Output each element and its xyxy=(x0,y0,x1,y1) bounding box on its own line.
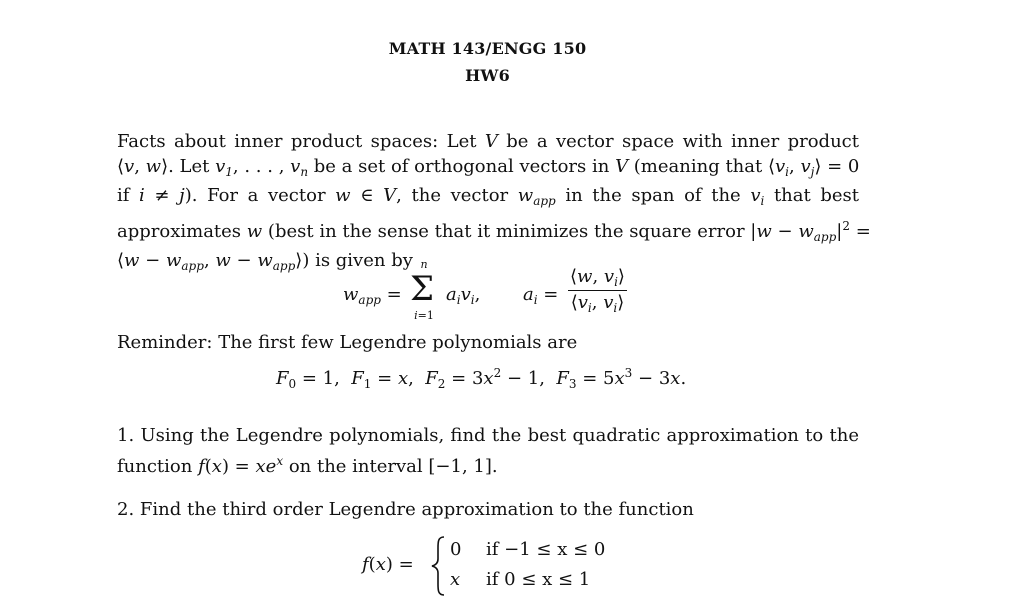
reminder-text: Reminder: The first few Legendre polynomials are xyxy=(117,332,578,353)
problem-2: 2. Find the third order Legendre approximation to the function xyxy=(117,499,694,520)
legendre-polynomials: $F_0 = 1$, $F_1 = x$, $F_2 = 3x^2 - 1$, $F_3 = 5x^3 - 3x$. xyxy=(276,366,687,391)
intro-paragraph: Facts about inner product spaces: Let V be a vector space with inner product ⟨v, w⟩. Let $v_1$, . . . , $v_n$ be a set of orthogonal vectors in V (meaning that $⟨v_i$, $v_j⟩ = 0$ if i ≠ j). For a vector w ∈ V, the vector $w_{app}$ in the span of the $v_i$ that best approximates w (best in the sense that it minimizes the square error $|w - w_{app}|^2$ = ⟨w − $w_{app}$, $w - w_{app}⟩$) is given by xyxy=(117,131,871,273)
coefficient-fraction: $\frac{⟨w, v_i⟩}{⟨v_i, v_i⟩}$ xyxy=(570,266,625,315)
piecewise-function: f(x) = 0 if −1 ≤ x ≤ 0 x if 0 ≤ x ≤ 1 xyxy=(362,534,682,600)
summation-symbol: Σ xyxy=(410,269,435,309)
approximation-formula: $w_{app}$ = n Σ i=1 $a_iv_i$, $a_i$ = $\frac{⟨w, v_i⟩}{⟨v_i, v_i⟩}$ xyxy=(343,258,625,322)
left-brace xyxy=(428,534,448,598)
problem-1: 1. Using the Legendre polynomials, find the best quadratic approximation to the function $f(x) = xe^x$ on the interval [−1, 1]. xyxy=(117,425,859,477)
assignment-title: HW6 xyxy=(465,66,510,85)
course-title: MATH 143/ENGG 150 xyxy=(388,39,587,58)
